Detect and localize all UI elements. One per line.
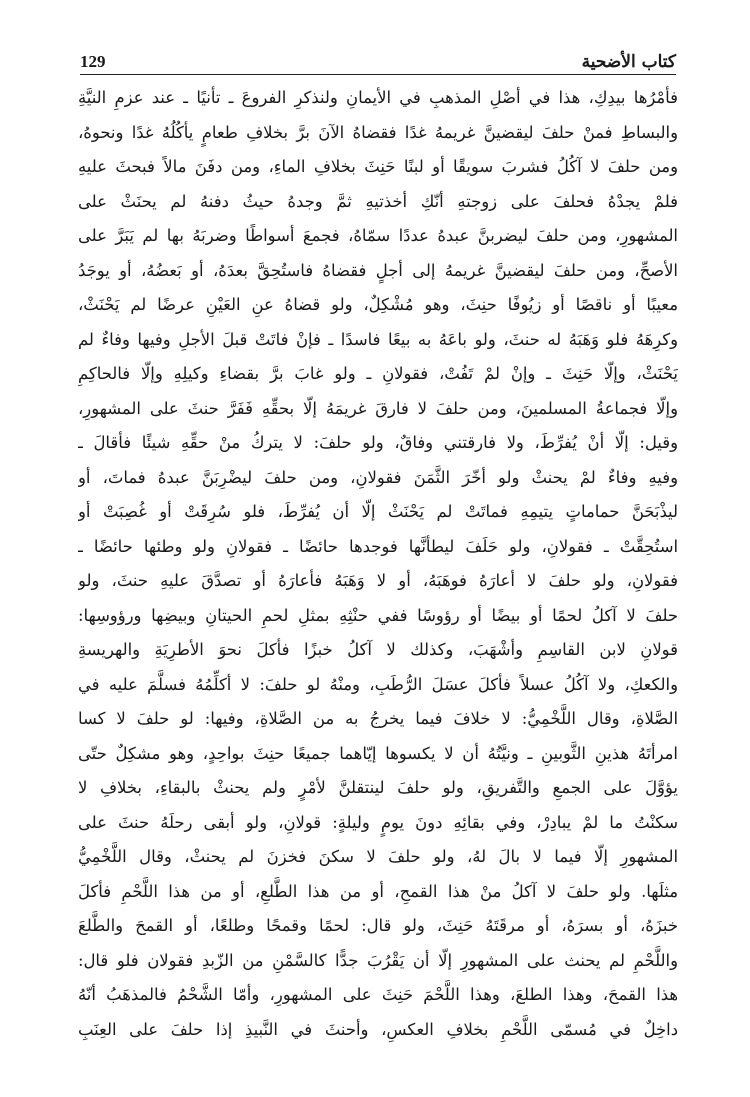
text-line: المشهورِ إلّا فيما لا بالَ لهُ، ولو حلفَ لا سكنَ فخزنَ لم يحنثْ، وقال اللَّخْمِيُّ [78,847,678,866]
text-line: واللَّحْمِ لم يحنث على المشهورِ إلّا أن يَقْرُبَ جدًّا كالسَّمْنِ من الزّبدِ فقولان فلو قال: [78,950,678,970]
text-line: والبساطِ فمنْ حلفَ ليقضينَّ غريمهُ غدًا فقضاهُ الآنَ برَّ بخلافِ طعامٍ يأكُلُهُ غدًا ونحوهُ، [78,122,678,142]
text-line: المشهورِ، ومن حلفَ ليضربنَّ عبدهُ عددًا سمّاهُ، فجمعَ أسواطًا وضربَهُ بها لم يَبَرَّ على [78,226,678,245]
text-line: ليذْبَحَنَّ حماماتٍ يتيمِهِ فماتَتْ لم يَحْنَثْ إلّا أن يُفرِّطَ، فلو سُرِقَتْ أو غُصِبَتْ أو [78,502,678,521]
text-line: امرأتَهُ هذينِ الثَّوبينِ ـ ونيَّتُهُ أن لا يكسوها إيّاهما جميعًا حنِثَ بواحِدٍ، وهو مشكِلٌ حتّى [78,743,678,763]
text-line: معيبًا أو ناقصًا أو زيُوفًا حنِثَ، وهو مُشْكِلٌ، ولو قضاهُ عنِ العَيْنِ عرضًا لم يَحْنَثْ، [78,295,678,314]
text-line: سكنْتُ ما لمْ يبادِرْ، وفي بقائِهِ دونَ يومٍ وليلةٍ: قولانِ، ولو أبقى رحلَهُ حنثَ على [78,812,678,832]
text-line: فلمْ يجدْهُ فحلفَ على زوجتهِ أنّكِ أخذتيهِ ثمَّ وجدهُ حيثُ دفنهُ لم يحنَثْ على [78,191,678,211]
text-line: فأمْرُها بيدِكِ، هذا في أصْلِ المذهبِ في الأيمانِ ولنذكرِ الفروعَ ـ تأنيًا ـ عند عزمِ النيَّةِ [78,88,678,107]
text-line: استُحِقَّتْ ـ فقولانِ، ولو حَلَفَ ليطأنَّها فوجدها حائضًا ـ فقولانِ ولو وطئها حائضًا ـ [78,536,678,556]
page-header [80,40,676,72]
text-line: قولانِ لابن القاسِمِ وأشْهَبَ، وكذلك لا آكلُ خبزًا فأكلَ نحوَ الأطرِيَةِ والهريسةِ [78,640,678,659]
text-line: الأصحِّ، ومن حلفَ ليقضينَّ غريمهُ إلى أجلٍ فقضاهُ فاستُحِقَّ بعدَهُ، أو بَعضُهُ، أو يوجَدُ [78,260,678,280]
text-line: ومن حلفَ لا آكُلُ فشربَ سويقًا أو لبنًا حَنِثَ بخلافِ الماءِ، ومن دفَنَ مالاً فبحثَ عليهِ [78,157,678,176]
text-line: هذا القمحَ، وهذا الطلعَ، وهذا اللَّحْمَ حَنِثَ على المشهورِ، وأمّا الشَّحْمُ فالمذهَبُ أنّهُ [78,985,678,1004]
text-line: داخِلٌ في مُسمّى اللَّحْمِ بخلافِ العكسِ، وأحنثَ في النَّبيذِ إذا حلفَ على العِنَبِ [78,1019,678,1039]
page-number: 129 [80,52,106,71]
text-line: يَحْنَثْ، وإلّا حَنِثَ ـ وإنْ لمْ تَفُتْ، فقولانِ ـ ولو غابَ برَّ بقضاءِ وكيلِهِ وإلّا فالحاكِمِ [78,364,678,383]
text-line: يؤوَّلَ على الجمعِ والتَّفريقِ، ولو حلفَ لينتقلنَّ لأمْرٍ ولم يحنثْ بالبقاءِ، بخلافِ لا [78,778,678,797]
body-text [78,81,678,1047]
text-line: فقولانِ، ولو حلفَ لا أعارَهُ فوهَبَهُ، أو لا وَهَبَهُ فأعارَهُ أو تصدَّقَ عليهِ حنثَ، ولو [78,571,678,590]
text-line: الصَّلاةِ، وقال اللَّخْمِيُّ: لا خلافَ فيما يخرجُ به من الصَّلاةِ، وفيها: لو حلفَ لا كسا [78,709,678,728]
header-rule [80,74,676,75]
text-line: حلفَ لا آكلُ لحمًا أو بيضًا أو رؤوسًا ففي حنْثِهِ بمثلِ لحمِ الحيتانِ وبيضِها ورؤوسِها: [78,605,678,625]
text-line: وكرِهَهُ فلو وَهَبَهُ له حنثَ، ولو باعَهُ به بيعًا فاسدًا ـ فإنْ فاتَتْ قبلَ الأجلِ وفيها وفاءٌ لم [78,329,678,349]
text-line: مثلَها. ولو حلفَ لا آكلُ منْ هذا القمحِ، أو من هذا الطَّلعِ، أو من هذا اللَّحْمِ فأكلَ [78,881,678,901]
text-line: وإلّا فجماعةُ المسلمينَ، ومن حلفَ لا فارقَ غريمَهُ إلّا بحقِّهِ فَفَرَّ حنثَ على المشهورِ، [78,398,678,418]
text-line: وقيل: إلّا أنْ يُفرِّطَ، ولا فارقتني وفاقٌ، ولو حلفَ: لا يتركُ منْ حقِّهِ شيئًا فأقالَ ـ [78,433,678,452]
text-line: وفيهِ وفاءٌ لمْ يحنثْ ولو أخّرَ الثَّمَنَ فقولانِ، ومن حلفَ ليضْرِبَنَّ عبدهُ فماتَ، أو [78,467,678,487]
text-line: والكعكِ، ولا آكُلُ عسلاً فأكلَ عسَلَ الرُّطَبِ، ومنْهُ لو حلفَ: لا أكلِّمُهُ فسلَّمَ عليه في [78,674,678,694]
text-line: خبزَهُ، أو بسرَهُ، أو مرقَتَهُ حَنِثَ، ولو قال: لحمًا وقمحًا وطلعًا، أو القمحَ والطَّلعَ [78,916,678,935]
running-title: كتاب الأضحية [581,52,676,72]
